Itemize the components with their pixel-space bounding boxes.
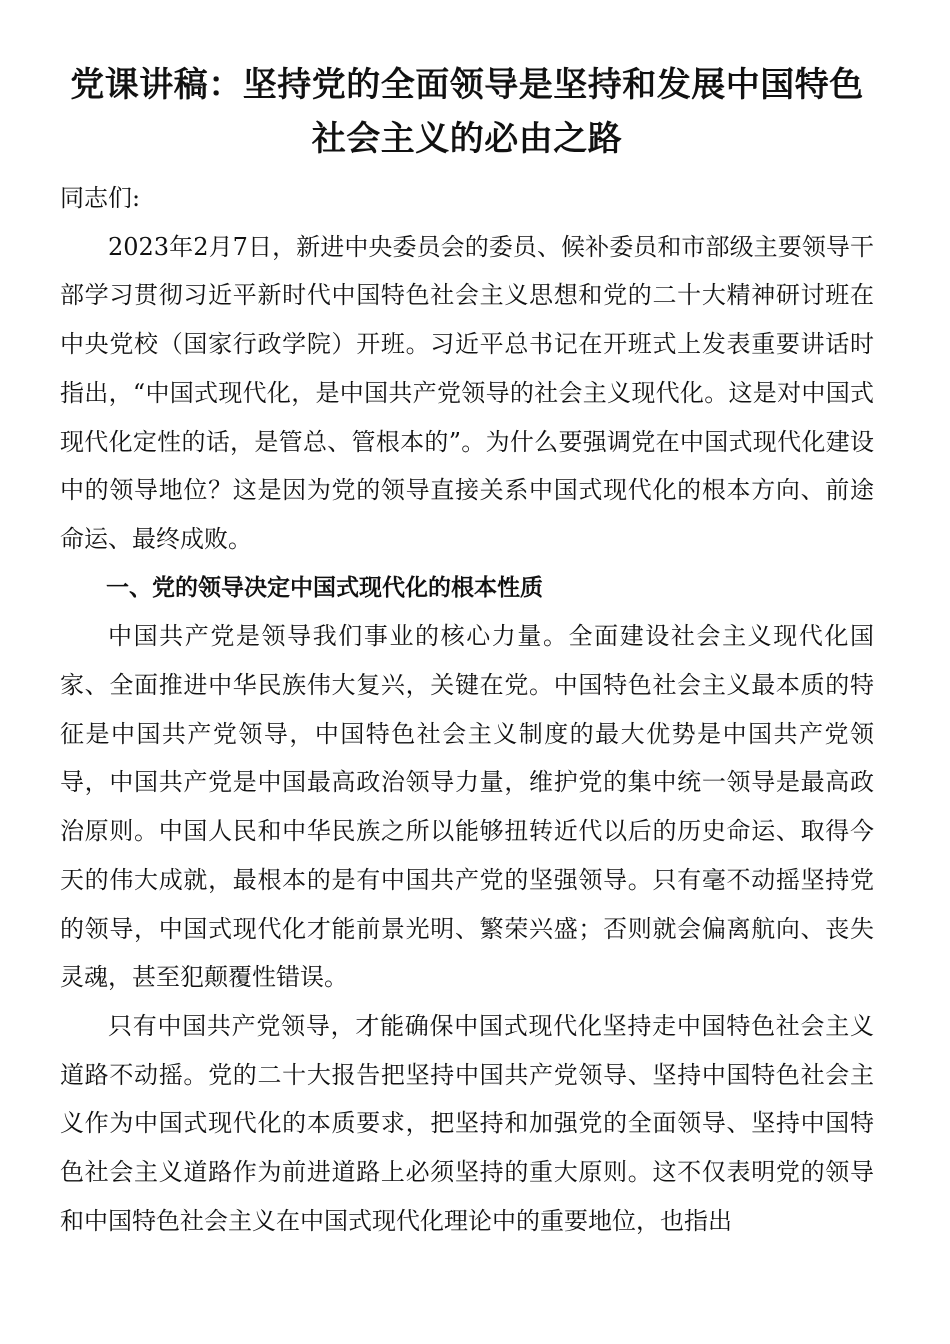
paragraph-core-force: 中国共产党是领导我们事业的核心力量。全面建设社会主义现代化国家、全面推进中华民族伟大复兴，关键在党。中国特色社会主义最本质的特征是中国共产党领导，中国特色社会主义制度的最大优势是中国共产党领导，中国共产党是中国最高政治领导力量，维护党的集中统一领导是最高政治原则。中国人民和中华民族之所以能够扭转近代以后的历史命运、取得今天的伟大成就，最根本的是有中国共产党的坚强领导。只有毫不动摇坚持党的领导，中国式现代化才能前景光明、繁荣兴盛；否则就会偏离航向、丧失灵魂，甚至犯颠覆性错误。	[60, 622, 874, 992]
document-title	[60, 58, 874, 166]
salutation: 同志们:	[60, 184, 141, 212]
paragraph-intro: 2023年2月7日，新进中央委员会的委员、候补委员和市部级主要领导干部学习贯彻习近平新时代中国特色社会主义思想和党的二十大精神研讨班在中央党校（国家行政学院）开班。习近平总书记在开班式上发表重要讲话时指出，“中国式现代化，是中国共产党领导的社会主义现代化。这是对中国式现代化定性的话，是管总、管根本的”。为什么要强调党在中国式现代化建设中的领导地位？这是因为党的领导直接关系中国式现代化的根本方向、前途命运、最终成败。	[60, 232, 874, 553]
paragraph-only-leadership: 只有中国共产党领导，才能确保中国式现代化坚持走中国特色社会主义道路不动摇。党的二十大报告把坚持中国共产党领导、坚持中国特色社会主义作为中国式现代化的本质要求，把坚持和加强党的全面领导、坚持中国特色社会主义道路作为前进道路上必须坚持的重大原则。这不仅表明党的领导和中国特色社会主义在中国式现代化理论中的重要地位，也指出	[60, 1011, 874, 1235]
section-heading-1: 一、党的领导决定中国式现代化的根本性质	[106, 574, 543, 601]
title-line-1: 党课讲稿：坚持党的全面领导是坚持和发展中国特色	[70, 65, 864, 105]
title-line-2: 社会主义的必由之路	[311, 119, 623, 159]
